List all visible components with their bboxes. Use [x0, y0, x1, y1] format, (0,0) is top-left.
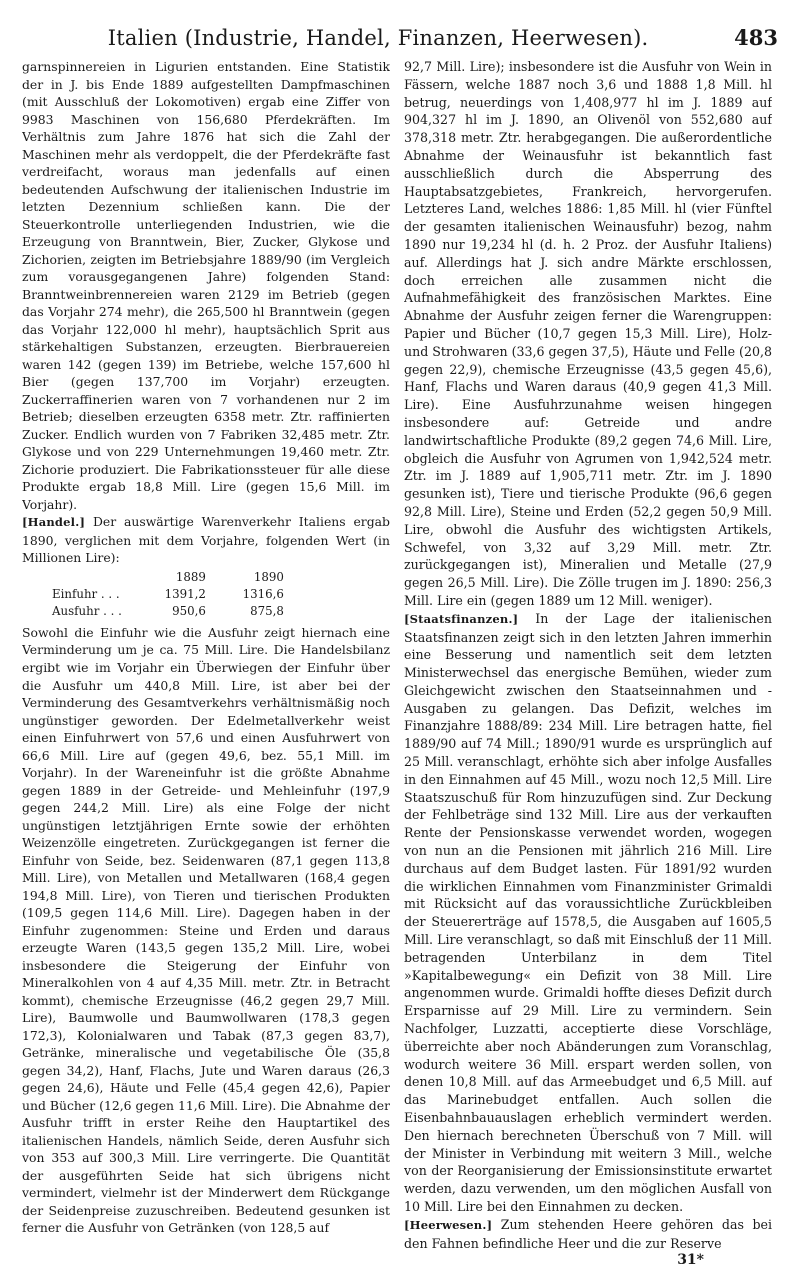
paragraph-trade: Sowohl die Einfuhr wie die Ausfuhr zeigt hiernach eine Verminderung um je ca. 75 Mill. Lire. Die Handelsbilanz ergibt wie im Vorjahr ein Überwiegen der Einfuhr über die Ausfuhr um 440,8 Mill. Lire, ist aber bei der Verminderung des Gesamtverkehrs verhältnismäßig noch ungünstiger geworden. Der Edelmetallverkehr weist einen Einfuhrwert von 57,6 und einen Ausfuhrwert von 66,6 Mill. Lire auf (gegen 49,6, bez. 55,1 Mill. im Vorjahr). In der Wareneinfuhr ist die größte Abnahme gegen 1889 in der Getreide- und Mehleinfuhr (197,9 gegen 244,2 Mill. Lire) als eine Folge der nicht ungünstigen letztjährigen Ernte sowie der erhöhten Weizenzölle eingetreten. Zurückgegangen ist ferner die Einfuhr von Seide, bez. Seidenwaren (87,1 gegen 113,8 Mill. Lire), von Metallen und Metallwaren (168,4 gegen 194,8 Mill. Lire), von Tieren und tierischen Produkten (109,5 gegen 114,6 Mill. Lire). Dagegen haben in der Einfuhr zugenommen: Steine und Erden und daraus erzeugte Waren (143,5 gegen 135,2 Mill. Lire, wobei insbesondere die Steigerung der Einfuhr von Mineralkohlen von 4 auf 4,35 Mill. metr. Ztr. in Betracht kommt), chemische Erzeugnisse (46,2 gegen 29,7 Mill. Lire), Baumwolle und Baumwollwaren (178,3 gegen 172,3), Kolonialwaren und Tabak (87,3 gegen 83,7), Getränke, mineralische und vegetabilische Öle (35,8 gegen 34,2), Hanf, Flachs, Jute und Waren daraus (26,3 gegen 24,6), Häute und Felle (45,4 gegen 42,6), Papier und Bücher (12,6 gegen 11,6 Mill. Lire). Die Abnahme der Ausfuhr trifft in erster Reihe den Hauptartikel des italienischen Handels, nämlich Seide, deren Ausfuhr sich von 353 auf 300,3 Mill. Lire verringerte. Die Quantität der ausgeführten Seide hat sich übrigens nicht vermindert, vielmehr ist der Minderwert dem Rückgange der Seidenpreise zuzuschreiben. Bedeutend gesunken ist ferner die Ausfuhr von Getränken (von 128,5 auf: [22, 624, 390, 1236]
signature-mark: 31*: [677, 1252, 704, 1268]
year-1890: 1890: [253, 569, 284, 584]
section-heading-handel: [Handel.]: [22, 515, 86, 530]
trade-table: [52, 569, 284, 620]
cell-value: 950,6: [172, 603, 206, 618]
finance-text: In der Lage der italienischen Staatsfinanzen zeigt sich in den letzten Jahren immerhin eine Besserung und namentlich seit dem letzten Ministerwechsel das energische Bemühen, wieder zum Gleichgewicht zwischen den Staatseinnahmen und -Ausgaben zu gelangen. Das Defizit, welches im Finanzjahre 1888/89: 234 Mill. Lire betragen hatte, fiel 1889/90 auf 74 Mill.; 1890/91 wurde es ursprünglich auf 25 Mill. veranschlagt, erhöhte sich aber infolge Ausfalles in den Einnahmen auf 45 Mill., wozu noch 12,5 Mill. Lire Staatszuschuß für Rom hinzuzufügen sind. Zur Deckung der Fehlbeträge sind 132 Mill. Lire aus der verkauften Rente der Pensionskasse verwendet worden, wogegen von nun an die Pensionen mit jährlich 216 Mill. Lire durchaus auf dem Budget lasten. Für 1891/92 wurden die wirklichen Einnahmen vom Finanzminister Grimaldi mit Rücksicht auf das voraussichtliche Zurückbleiben der Steuererträge auf 1578,5, die Ausgaben auf 1605,5 Mill. Lire veranschlagt, so daß mit Einschluß der 11 Mill. betragenden Unterbilanz in dem Titel »Kapitalbewegung« ein Defizit von 38 Mill. Lire angenommen wurde. Grimaldi hoffte dieses Defizit durch Ersparnisse auf 29 Mill. Lire zu vermindern. Sein Nachfolger, Luzzatti, acceptierte diese Vorschläge, überreichte aber noch Abänderungen zum Voranschlag, wodurch weitere 36 Mill. erspart werden sollen, von denen 10,8 Mill. auf das Armeebudget und 6,5 Mill. auf das Marinebudget entfallen. Auch sollen die Eisenbahnbauauslagen erheblich vermindert werden. Den hiernach berechneten Überschuß von 7 Mill. will der Minister in Verbindung mit weitern 3 Mill., welche von der Reorganisierung der Emissionsinstitute erwartet werden, dazu verwenden, um den möglichen Ausfall von 10 Mill. Lire bei den Einnahmen zu decken.: [404, 610, 772, 1214]
paragraph-finance: [404, 610, 772, 1216]
page-header: [22, 14, 778, 50]
paragraph-heerwesen: [404, 1216, 772, 1253]
cell-value: 1316,6: [242, 586, 284, 601]
table-row: [52, 586, 284, 603]
cell-value: 1391,2: [164, 586, 206, 601]
paragraph-industry: garnspinnereien in Ligurien entstanden. Eine Statistik der in J. bis Ende 1889 aufgestellten Dampfmaschinen (mit Ausschluß der Lokomotiven) ergab eine Ziffer von 9983 Maschinen von 156,680 Pferdekräften. Im Verhältnis zum Jahre 1876 hat sich die Zahl der Maschinen mehr als verdoppelt, die der Pferdekräfte fast verdreifacht, woraus man jedenfalls auf einen bedeutenden Aufschwung der italienischen Industrie im letzten Dezennium schließen kann. Die der Steuerkontrolle unterliegenden Industrien, wie die Erzeugung von Branntwein, Bier, Zucker, Glykose und Zichorien, zeigten im Betriebsjahre 1889/90 (im Vergleich zum vorausgegangenen Jahre) folgenden Stand: Branntweinbrennereien waren 2129 im Betrieb (gegen das Vorjahr 274 mehr), die 265,500 hl Branntwein (gegen das Vorjahr 122,000 hl mehr), hauptsächlich Sprit aus stärkehaltigen Substanzen, erzeugten. Bierbrauereien waren 142 (gegen 139) im Betriebe, welche 157,600 hl Bier (gegen 137,700 im Vorjahr) erzeugten. Zuckerraffinerien waren von 7 vorhandenen nur 2 im Betrieb; dieselben erzeugten 6358 metr. Ztr. raffinierten Zucker. Endlich wurden von 7 Fabriken 32,485 metr. Ztr. Glykose und von 229 Unternehmungen 19,460 metr. Ztr. Zichorie produziert. Die Fabrikationssteuer für alle diese Produkte ergab 18,8 Mill. Lire (gegen 15,6 Mill. im Vorjahr).: [22, 59, 390, 512]
heerwesen-text: Zum stehenden Heere gehören das bei den Fahnen befindliche Heer und die zur Reserve: [404, 1216, 772, 1251]
year-1889: 1889: [175, 569, 206, 584]
row-label-einfuhr: Einfuhr . . .: [52, 586, 120, 601]
paragraph-export: 92,7 Mill. Lire); insbesondere ist die Ausfuhr von Wein in Fässern, welche 1887 noch 3,6 und 1888 1,8 Mill. hl betrug, neuerdings von 1,408,977 hl im J. 1889 auf 904,327 hl im J. 1890, an Olivenöl von 552,680 auf 378,318 metr. Ztr. herabgegangen. Die außerordentliche Abnahme der Weinausfuhr ist bekanntlich fast ausschließlich durch die Absperrung des Hauptabsatzgebietes, Frankreich, hervorgerufen. Letzteres Land, welches 1886: 1,85 Mill. hl (vier Fünftel der gesamten italienischen Weinausfuhr) bezog, nahm 1890 nur 19,234 hl (d. h. 2 Proz. der Ausfuhr Italiens) auf. Allerdings hat J. sich andre Märkte erschlossen, doch erreichen alle zusammen nicht die Aufnahmefähigkeit des französischen Marktes. Eine Abnahme der Ausfuhr zeigen ferner die Warengruppen: Papier und Bücher (10,7 gegen 15,3 Mill. Lire), Holz- und Strohwaren (33,6 gegen 37,5), Häute und Felle (20,8 gegen 22,9), chemische Erzeugnisse (43,5 gegen 45,6), Hanf, Flachs und Waren daraus (40,9 gegen 41,3 Mill. Lire). Eine Ausfuhrzunahme weisen hingegen insbesondere auf: Getreide und andre landwirtschaftliche Produkte (89,2 gegen 74,6 Mill. Lire, obgleich die Ausfuhr von Agrumen von 1,942,524 metr. Ztr. im J. 1889 auf 1,905,711 metr. Ztr. im J. 1890 gesunken ist), Tiere und tierische Produkte (96,6 gegen 92,8 Mill. Lire), Steine und Erden (52,2 gegen 50,9 Mill. Lire, obwohl die Ausfuhr des wichtigsten Artikels, Schwefel, von 3,32 auf 3,29 Mill. metr. Ztr. zurückgegangen ist), Mineralien und Metalle (27,9 gegen 26,5 Mill. Lire). Die Zölle trugen im J. 1890: 256,3 Mill. Lire ein (gegen 1889 um 12 Mill. weniger).: [404, 59, 772, 608]
running-title: Italien (Industrie, Handel, Finanzen, Heerwesen).: [107, 26, 649, 50]
paragraph-handel-intro: [22, 513, 390, 567]
page-number: 483: [734, 25, 778, 50]
trade-table-header: [52, 569, 284, 586]
cell-value: 875,8: [250, 603, 284, 618]
section-heading-finance: [Staatsfinanzen.]: [404, 611, 519, 626]
section-heading-heerwesen: [Heerwesen.]: [404, 1217, 493, 1232]
left-column: [22, 58, 390, 1253]
right-column: [404, 58, 772, 1253]
handel-intro-text: Der auswärtige Warenverkehr Italiens ergab 1890, verglichen mit dem Vorjahre, folgenden Wert (in Millionen Lire):: [22, 514, 390, 566]
row-label-ausfuhr: Ausfuhr . . .: [52, 603, 122, 618]
table-row: [52, 603, 284, 620]
